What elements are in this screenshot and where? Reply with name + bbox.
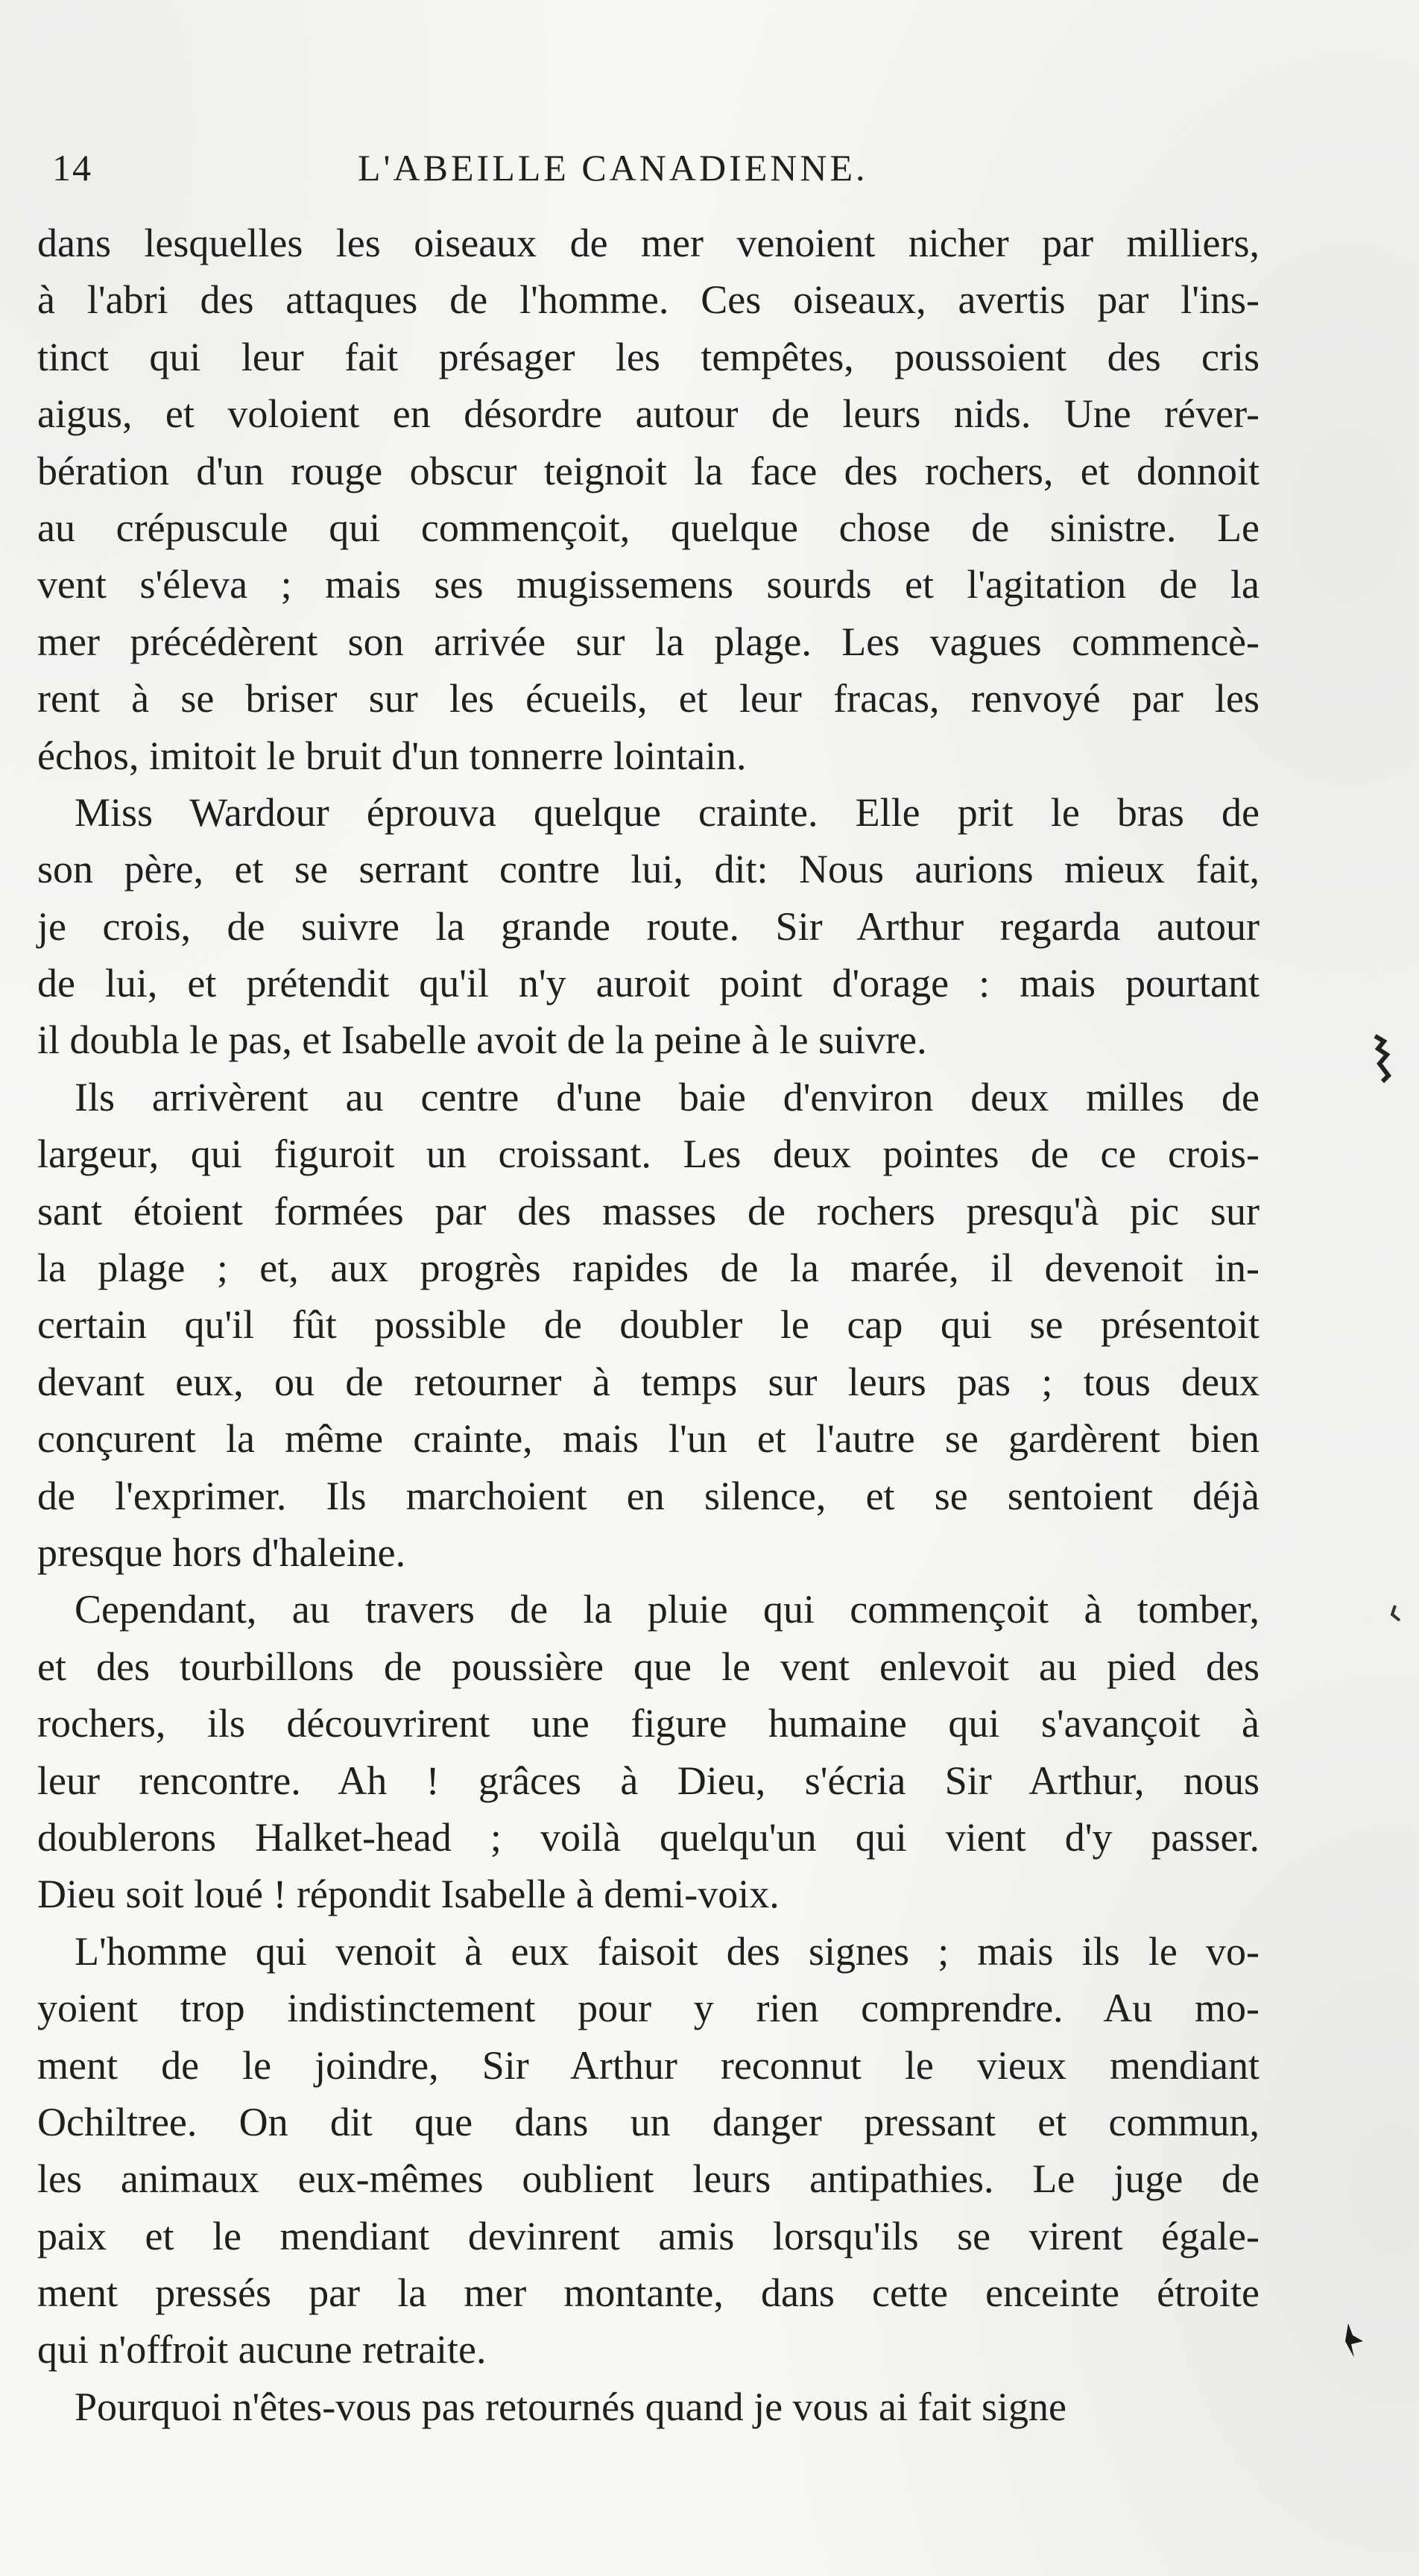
text-line: presque hors d'haleine. [37,1530,406,1575]
text-line: Ochiltree. On dit que dans un danger pressant et commun, [37,2099,1260,2144]
page-number: 14 [52,147,92,189]
text-line: échos, imitoit le bruit d'un tonnerre lointain. [37,733,747,778]
text-line: sant étoient formées par des masses de rochers presqu'à pic sur [37,1188,1260,1234]
body-text [37,215,1260,2435]
page-header [52,146,1267,198]
text-line: conçurent la même crainte, mais l'un et l'autre se gardèrent bien [37,1416,1260,1462]
text-line: et des tourbillons de poussière que le vent enlevoit au pied des [37,1644,1260,1689]
text-line: au crépuscule qui commençoit, quelque chose de sinistre. Le [37,505,1260,550]
text-line: vent s'éleva ; mais ses mugissemens sourds et l'agitation de la [37,562,1260,607]
paragraph-first-line: Pourquoi n'êtes-vous pas retournés quand je vous ai fait signe [75,2384,1066,2429]
text-line: je crois, de suivre la grande route. Sir Arthur regarda autour [37,903,1260,949]
text-line: ment de le joindre, Sir Arthur reconnut le vieux mendiant [37,2042,1260,2088]
text-line: doublerons Halket-head ; voilà quelqu'un qui vient d'y passer. [37,1814,1260,1860]
margin-smudge-icon [1338,2322,1368,2359]
paragraph-first-line: Cependant, au travers de la pluie qui commençoit à tomber, [75,1587,1260,1632]
text-line: la plage ; et, aux progrès rapides de la marée, il devenoit in- [37,1246,1260,1291]
running-head: L'ABEILLE CANADIENNE. [358,147,868,189]
text-line: dans lesquelles les oiseaux de mer venoient nicher par milliers, [37,221,1260,265]
text-line: ment pressés par la mer montante, dans cette enceinte étroite [37,2270,1260,2316]
text-line: de lui, et prétendit qu'il n'y auroit point d'orage : mais pourtant [37,961,1260,1006]
text-line: bération d'un rouge obscur teignoit la face des rochers, et donnoit [37,448,1260,493]
margin-smudge-icon [1386,1603,1404,1625]
text-line: rent à se briser sur les écueils, et leur fracas, renvoyé par les [37,676,1260,722]
text-line: tinct qui leur fait présager les tempêtes, poussoient des cris [37,334,1260,379]
margin-smudge-icon [1368,1032,1397,1085]
text-line: aigus, et voloient en désordre autour de leurs nids. Une réver- [37,391,1260,437]
text-line: rochers, ils découvrirent une figure humaine qui s'avançoit à [37,1701,1260,1746]
text-line: mer précédèrent son arrivée sur la plage. Les vagues commencè- [37,619,1260,664]
text-line: il doubla le pas, et Isabelle avoit de la peine à le suivre. [37,1017,927,1063]
text-line: certain qu'il fût possible de doubler le cap qui se présentoit [37,1302,1260,1348]
text-line: yoient trop indistinctement pour y rien comprendre. Au mo- [37,1986,1260,2031]
paragraph-first-line: L'homme qui venoit à eux faisoit des signes ; mais ils le vo- [75,1928,1260,1974]
text-line: devant eux, ou de retourner à temps sur leurs pas ; tous deux [37,1359,1260,1404]
text-line: qui n'offroit aucune retraite. [37,2327,487,2373]
text-line: les animaux eux-mêmes oublient leurs antipathies. Le juge de [37,2156,1260,2202]
text-line: paix et le mendiant devinrent amis lorsqu'ils se virent égale- [37,2213,1260,2258]
paragraph-first-line: Ils arrivèrent au centre d'une baie d'environ deux milles de [75,1074,1260,1120]
text-line: son père, et se serrant contre lui, dit: Nous aurions mieux fait, [37,847,1260,892]
text-line: leur rencontre. Ah ! grâces à Dieu, s'écria Sir Arthur, nous [37,1758,1260,1803]
paragraph-first-line: Miss Wardour éprouva quelque crainte. Elle prit le bras de [75,789,1260,835]
text-line: Dieu soit loué ! répondit Isabelle à demi-voix. [37,1872,780,1917]
text-line: à l'abri des attaques de l'homme. Ces oiseaux, avertis par l'ins- [37,277,1260,323]
text-line: de l'exprimer. Ils marchoient en silence, et se sentoient déjà [37,1473,1260,1518]
text-line: largeur, qui figuroit un croissant. Les deux pointes de ce crois- [37,1131,1260,1177]
